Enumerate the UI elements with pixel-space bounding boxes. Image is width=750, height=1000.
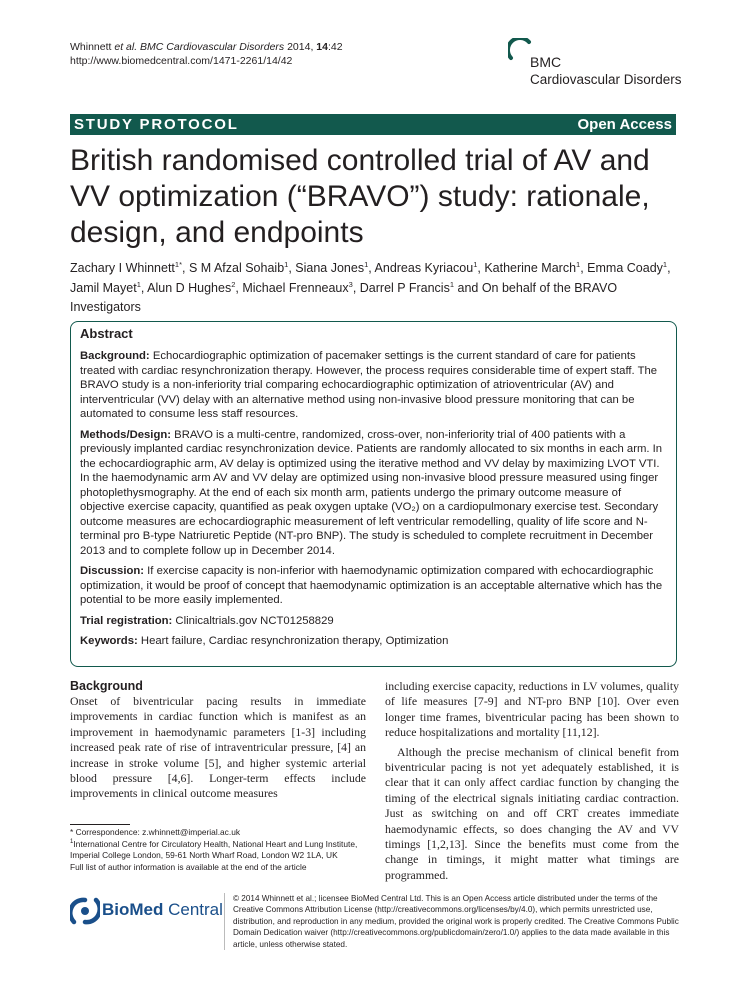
footnote-rule (70, 824, 130, 825)
footnotes (70, 827, 370, 873)
citation-volume: 14 (316, 41, 328, 53)
publisher-name: BioMed Central (102, 900, 223, 919)
journal-arc-icon (508, 38, 532, 62)
author: Katherine March$^1$ (484, 259, 581, 275)
article-type-banner (70, 114, 676, 135)
running-head (70, 40, 343, 68)
article-title: British randomised controlled trial of AV and VV optimization (“BRAVO”) study: rationale, design, and endpoints (70, 144, 650, 249)
citation-article: :42 (327, 41, 343, 53)
author: S M Afzal Sohaib$^1$ (188, 259, 289, 275)
citation-etal: et al. (114, 41, 138, 53)
license-text: © 2014 Whinnett et al.; licensee BioMed Central Ltd. This is an Open Access article distributed under the terms of the Creative Commons Attribution License (http://creativecommons.org/licenses/by/4.0), which permits unrestricted use, distribution, and reproduction in any medium, provided the original work is properly credited. The Creative Commons Public Domain Dedication waiver (http://creativecommons.org/publicdomain/zero/1.0/) applies to the data made available in this article, unless otherwise stated. (224, 893, 685, 950)
citation-journal: BMC Cardiovascular Disorders (140, 41, 285, 53)
citation-line (70, 40, 343, 54)
article-url[interactable]: http://www.biomedcentral.com/1471-2261/14/42 (70, 55, 293, 67)
author-list: Zachary I Whinnett$^{1*}$, S M Afzal Sohaib$^1$, Siana Jones$^1$, Andreas Kyriacou$^1$, Katherine March$^1$, Emma Coady$^1$, Jamil Mayet$^1$, Alun D Hughes$^2$, Michael Frenneaux$^3$, Darrel P Francis$^1$ and On behalf of the BRAVO Investigators (70, 259, 671, 314)
author: Darrel P Francis$^1$ (359, 279, 455, 295)
author: Jamil Mayet$^1$ (70, 279, 141, 295)
author-group: and On behalf of the BRAVO Investigators (70, 280, 618, 314)
biomed-central-icon (70, 896, 100, 926)
body-paragraph: including exercise capacity, reductions in LV volumes, quality of life measures [7-9] and NT-pro BNP [10]. Over even longer time frames, biventricular pacing has been shown to reduce hospitalizations and mortality [11,12]. (385, 679, 679, 740)
citation-author: Whinnett (70, 41, 112, 53)
section-heading-background: Background (70, 679, 143, 693)
citation-year: 2014, (287, 41, 314, 53)
body-paragraph: Onset of biventricular pacing results in immediate improvements in cardiac function which is manifest as an improvement in haemodynamic parameters [1-3] including increased peak rate of rise of intraventricular pressure, [4] an increase in stroke volume [5], and higher systemic arterial blood pressure [4,6]. Longer-term effects include improvements in clinical outcome measures (70, 694, 366, 801)
abstract-trial-registration: Trial registration: Clinicaltrials.gov NCT01258829 (80, 614, 334, 627)
journal-name: Cardiovascular Disorders (530, 72, 682, 87)
abstract-discussion: Discussion: If exercise capacity is non-inferior with haemodynamic optimization compared with echocardiographic optimization, it would be proof of concept that haemodynamic optimization is an acceptable alternative which has the potential to be more easily implemented. (80, 565, 663, 606)
abstract-box (70, 321, 677, 667)
author: Michael Frenneaux$^3$ (242, 279, 353, 295)
author: Emma Coady$^1$ (587, 259, 668, 275)
author: Siana Jones$^1$ (295, 259, 369, 275)
body-right-column (385, 679, 679, 883)
author-info-note: Full list of author information is available at the end of the article (70, 861, 307, 872)
abstract-background: Background: Echocardiographic optimization of pacemaker settings is the current standard of care for patients treated with cardiac resynchronization therapy. However, the process requires considerable time of expert staff. The BRAVO study is a non-inferiority trial comparing echocardiographic optimization of atrioventricular (AV) and interventricular (VV) delay with an alternative method using non-invasive blood pressure monitoring that can be automated to consume less staff resources. (80, 350, 658, 420)
article-type: STUDY PROTOCOL (74, 116, 239, 133)
author: Alun D Hughes$^2$ (147, 279, 236, 295)
journal-logo (508, 36, 688, 96)
journal-brand: BMC (530, 54, 562, 70)
author: Zachary I Whinnett$^{1*}$ (70, 259, 182, 275)
abstract-methods: Methods/Design: BRAVO is a multi-centre, randomized, cross-over, non-inferiority trial of 400 patients with a previously implanted cardiac resynchronization device. Patients are randomly allocated to six months in each arm. In the echocardiographic arm, AV delay is optimized using the iterative method and VV delay by maximizing LVOT VTI. In the haemodynamic arm AV and VV delay are optimized using non-invasive blood pressure measured using finger photoplethysmography. At the end of each six month arm, patients undergo the primary outcome measure of objective exercise capacity, quantified as peak oxygen uptake (VO₂) on a cardiopulmonary exercise test. Secondary outcome measures are echocardiographic measurement of left ventricular remodelling, quality of life score and N-terminal pro B-type Natriuretic Peptide (NT-pro BNP). The study is scheduled to complete recruitment in December 2013 and to complete follow up in December 2014. (80, 428, 663, 557)
open-access-label: Open Access (577, 116, 672, 133)
body-left-column (70, 679, 366, 802)
abstract-keywords: Keywords: Heart failure, Cardiac resynchronization therapy, Optimization (80, 635, 449, 647)
publisher-logo (70, 894, 223, 930)
body-paragraph: Although the precise mechanism of clinical benefit from biventricular pacing is not yet adequately established, it is clear that it can only affect cardiac function by changing the timing of the electrical signals initiating cardiac contraction. Just as switching on and off CRT creates immediate haemodynamic effects, so does changing the AV and VV timings [1,2,13]. Since the benefits must come from the change in timings, it might matter what timings are programmed. (385, 744, 679, 882)
affiliation: $^1$International Centre for Circulatory Health, National Heart and Lung Institute, Imperial College London, 59-61 North Wharf Road, London W2 1LA, UK (70, 838, 358, 860)
abstract-heading: Abstract (80, 326, 133, 341)
author: Andreas Kyriacou$^1$ (374, 259, 478, 275)
correspondence: * Correspondence: z.whinnett@imperial.ac.uk (70, 827, 241, 837)
